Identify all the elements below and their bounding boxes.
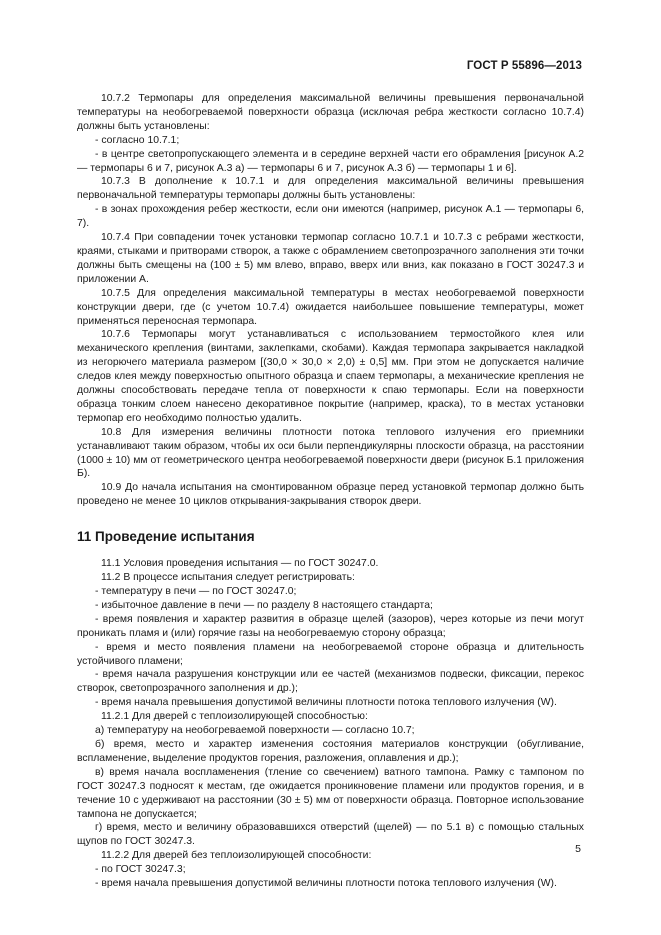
list-item: - в зонах прохождения ребер жесткости, если они имеются (например, рисунок А.1 — термопары 6, 7). <box>77 204 584 230</box>
section-10-body <box>77 92 584 509</box>
list-item: - по ГОСТ 30247.3; <box>95 864 186 876</box>
list-item: - время и место появления пламени на необогреваемой стороне образца и длительность устойчивого пламени; <box>77 641 584 667</box>
page-number: 5 <box>575 843 581 855</box>
paragraph-11-2-1: 11.2.1 Для дверей с теплоизолирующей способностью: <box>101 711 368 723</box>
list-item: - согласно 10.7.1; <box>95 134 180 146</box>
list-item: - время появления и характер развития в образце щелей (зазоров), через которые из печи могут проникать пламя и (или) горячие газы на необогреваемую сторону образца; <box>77 613 584 639</box>
spacer <box>77 509 584 529</box>
list-item: - в центре светопропускающего элемента и в середине верхней части его обрамления [рисунок А.2 — термопары 6 и 7, рисунок А.3 а) — термопары 6 и 7, рисунок А.3 б) — термопары 1 и 6]. <box>77 148 584 174</box>
paragraph-10-7-3: 10.7.3 В дополнение к 10.7.1 и для определения максимальной величины превышения первоначальной температуры термопары должны быть установлены: <box>77 176 584 202</box>
list-item: - избыточное давление в печи — по разделу 8 настоящего стандарта; <box>95 599 433 611</box>
list-item: б) время, место и характер изменения состояния материалов конструкции (обугливание, вспламенение, выделение продуктов горения, разложения, оплавления и др.); <box>77 738 584 764</box>
list-item: а) температуру на необогреваемой поверхности — согласно 10.7; <box>95 725 415 737</box>
list-item: - время начала разрушения конструкции или ее частей (механизмов подвески, фиксации, перекос створок, светопрозрачного заполнения и др.); <box>77 669 584 695</box>
list-item: - время начала превышения допустимой величины плотности потока теплового излучения (W). <box>95 878 557 890</box>
paragraph-10-7-4: 10.7.4 При совпадении точек установки термопар согласно 10.7.1 и 10.7.3 с ребрами жесткости, краями, стыками и притворами створок, а также с обрамлением светопрозрачного заполнения эти точки должны быть смещены на (100 ± 5) мм влево, вправо, вверх или вниз, как показано в ГОСТ 30247.3 и приложении А. <box>77 232 584 285</box>
paragraph-10-7-2: 10.7.2 Термопары для определения максимальной величины превышения первоначальной температуры на необогреваемой поверхности образца (исключая ребра жесткости согласно 10.7.4) должны быть установлены: <box>77 93 584 132</box>
paragraph-11-2: 11.2 В процессе испытания следует регистрировать: <box>101 572 355 584</box>
paragraph-10-7-6: 10.7.6 Термопары могут устанавливаться с использованием термостойкого клея или механического крепления (винтами, заклепками, скобами). Каждая термопара закрывается накладкой из негорючего материала размером [(30,0 × 30,0 × 2,0) ± 0,5] мм. При этом не допускается наличие следов клея между поверхностью опытного образца и спаем термопары, а механические крепления не должны способствовать передаче тепла от поверхности к спаю термопары. Если на поверхности образца тонким слоем нанесено декоративное покрытие (например, краска), то в местах установки термопар его необходимо полностью удалить. <box>77 329 584 424</box>
paragraph-10-9: 10.9 До начала испытания на смонтированном образце перед установкой термопар должно быть проведено не менее 10 циклов открывания-закрывания створок двери. <box>77 482 584 508</box>
list-item: - время начала превышения допустимой величины плотности потока теплового излучения (W). <box>95 697 557 709</box>
list-item: г) время, место и величину образовавшихся отверстий (щелей) — по 5.1 в) с помощью стальных щупов по ГОСТ 30247.3. <box>77 822 584 848</box>
paragraph-10-8: 10.8 Для измерения величины плотности потока теплового излучения его приемники устанавливают таким образом, чтобы их оси были перпендикулярны плоскости образца, на расстоянии (1000 ± 10) мм от геометрического центра необогреваемой поверхности двери (рисунок Б.1 приложения Б). <box>77 426 584 480</box>
section-11-body <box>77 557 584 891</box>
list-item: - температуру в печи — по ГОСТ 30247.0; <box>95 586 297 597</box>
page-content <box>77 92 584 891</box>
paragraph-11-2-2: 11.2.2 Для дверей без теплоизолирующей способности: <box>101 850 372 862</box>
standard-code-header: ГОСТ Р 55896—2013 <box>466 60 582 72</box>
spacer <box>77 545 584 557</box>
paragraph-11-1: 11.1 Условия проведения испытания — по ГОСТ 30247.0. <box>101 558 379 570</box>
paragraph-10-7-5: 10.7.5 Для определения максимальной температуры в местах необогреваемой поверхности конструкции двери, где (с учетом 10.7.4) ожидается наибольшее повышение температуры, может применяться переносная термопара. <box>77 287 584 327</box>
list-item: в) время начала воспламенения (тление со свечением) ватного тампона. Рамку с тампоном по ГОСТ 30247.3 подносят к местам, где ожидается проникновение пламени или продуктов горения, и в течение 10 с удерживают на расстоянии (30 ± 5) мм от поверхности образца. Повторное использование тампона не допускается; <box>77 766 584 820</box>
section-heading: 11 Проведение испытания <box>77 529 255 545</box>
